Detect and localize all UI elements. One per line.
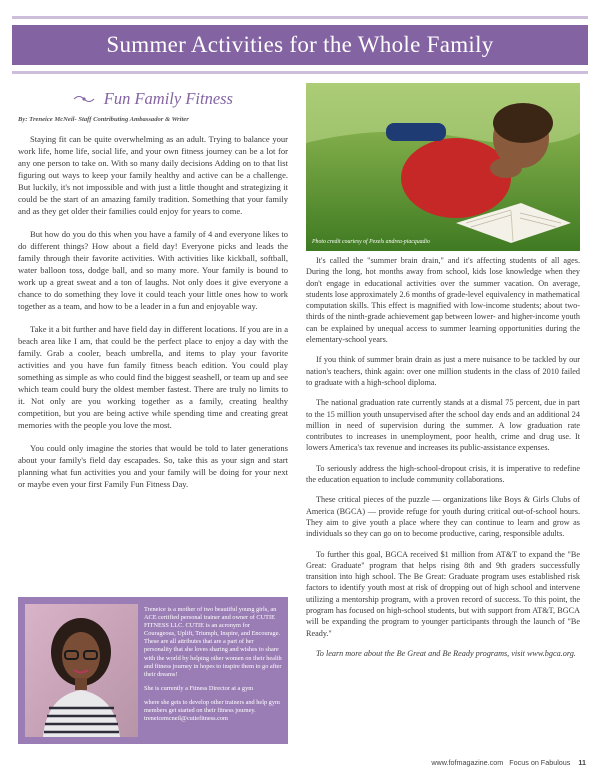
ornament-icon: [73, 95, 98, 107]
bio-paragraph: where she gets to develop other trainers and help gym members get started on their fitness journey. treneicemcneil@cutiefitness.com: [144, 698, 280, 723]
page-number: 11: [578, 758, 586, 767]
header-banner: [12, 14, 588, 76]
article-paragraph: To further this goal, BGCA received $1 million from AT&T to expand the "Be Great: Graduate" program that helps rising 8th and 9th graders successfully transition into high school. The Be Great: Graduate program uses established risk factors to identify youth most at risk of dropping out of high school and intervene utilizing a mentorship program, with a proven record of success. To this point, the program has focused on high-school students, but with support from AT&T, BGCA will be expanding the program to younger participants through the launch of "Be Ready.": [306, 549, 580, 638]
page-footer: [431, 758, 586, 767]
author-portrait-illustration: [25, 604, 138, 737]
right-column: [306, 83, 580, 251]
page-title: Summer Activities for the Whole Family: [106, 32, 494, 57]
right-article: [306, 255, 580, 668]
author-bio: [144, 606, 282, 729]
bio-paragraph: She is currently a Fitness Director at a gym: [144, 684, 254, 692]
article-paragraph: These critical pieces of the puzzle — organizations like Boys & Girls Clubs of America (BGCA) — provide refuge for youth during critical out-of-school hours. They aim to give youth a place where they can continue to learn and grow as individuals so they can go on to become productive, caring, responsible adults.: [306, 495, 580, 539]
byline: By: Treneice McNeil- Staff Contributing Ambassador & Writer: [18, 116, 189, 123]
banner-top-rule: [12, 16, 588, 19]
article-paragraph: But how do you do this when you have a family of 4 and everyone likes to do different things? How about a field day! Everyone picks and leads the family through their favorite activities. With activities like kickball, softball, water balloon toss, dodge ball, and so many more. Your family is bound to work up a great sweat and a ton of laughs. Not only does it give everyone a chance to do something they love it could teach your little ones how to work together as a team, and how to be a leader in a fun and enjoyable way.: [18, 229, 288, 311]
author-photo: [25, 604, 138, 737]
hero-photo: [306, 83, 580, 251]
article-paragraph: It's called the "summer brain drain," and it's affecting students of all ages. During the long, hot months away from school, kids lose knowledge when they don't engage in educational activities over the summer vacation. On average, students lose approximately 2.6 months of grade-level equivalency in mathematical computation skills. This effect is magnified with low-income students; about two-thirds of the ninth-grade achievement gap between lower- and higher-income youth can be explained by unequal access to summer learning opportunities during the elementary-school years.: [306, 256, 580, 345]
article-paragraph: The national graduation rate currently stands at a dismal 75 percent, due in part to the 15 million youth unsupervised after the school day ends and an additional 24 million in need of supervision during the summer. A low graduation rate contributes to increases in unemployment, poor health, crime and drug use. It lowers America's tax revenue and increases its public-assistance expenses.: [306, 398, 580, 453]
article-paragraph: To seriously address the high-school-dropout crisis, it is imperative to redefine the education equation to include community collaborations.: [306, 463, 580, 485]
banner-bottom-rule: [12, 71, 588, 74]
bio-paragraph: Treneice is a mother of two beautiful young girls, an ACE certified personal trainer and owner of CUTIE FITNESS LLC. CUTIE is an acronym for Courageous, Uplift, Triumph, Inspire, and Encourage. These are all attributes that are a part of her personality that she loves sharing and wishes to share with the world by helping other women on their health and fitness journey in hopes to inspire them to go after their dreams!: [144, 606, 282, 678]
footer-site: www.fofmagazine.com: [431, 758, 504, 767]
photo-credit: Photo credit courtesy of Pexels andrea-piacquadio: [312, 239, 430, 245]
footer-magazine: Focus on Fabulous: [509, 758, 571, 767]
author-bio-box: [18, 597, 288, 744]
article-paragraph: Staying fit can be quite overwhelming as an adult. Trying to balance your work life, home life, social life, and your own fitness journey can be a lot for any one person to take on. With so many daily decisions Adding on to that list figuring out ways to keep your family healthy and active can be a challenge. But luckily, it's not impossible and with just a little thought and strategizing it could be the start of an amazing family tradition. Something that your family and as they get older their families could enjoy for years to come.: [18, 134, 288, 216]
article-paragraph: If you think of summer brain drain as just a mere nuisance to be tackled by our nation's teachers, think again: over one million students in the class of 2010 failed to graduate with a high-school diploma.: [306, 355, 580, 387]
flourish-icon: [73, 94, 95, 104]
section-title: Fun Family Fitness: [103, 89, 233, 108]
article-paragraph: You could only imagine the stories that would be told to later generations about your family's field day escapades. So, take this as your sign and start planning what fun activities you and your family will be doing for your next or maybe even your first Family Fun Fitness Day.: [18, 443, 288, 489]
boy-reading-illustration: [306, 83, 580, 251]
closing-note: To learn more about the Be Great and Be Ready programs, visit www.bgca.org.: [316, 648, 576, 658]
article-paragraph: Take it a bit further and have field day in different locations. If you are in a beach area like I am, that could be the perfect place to enjoy a day with the family. Grab a cooler, beach umbrella, and items to play your favorite activities and you have fun family fitness beach edition. You could play something as simple as who could find the biggest seashell, or team up and see which team could bury the oldest member fastest. There are truly no limits to it. Not only are you working together as a family, creating healthy competition, but you are being active while spending time and creating great memories with the people you love the most.: [18, 324, 288, 430]
left-column: [18, 86, 288, 501]
section-heading: [18, 86, 288, 112]
